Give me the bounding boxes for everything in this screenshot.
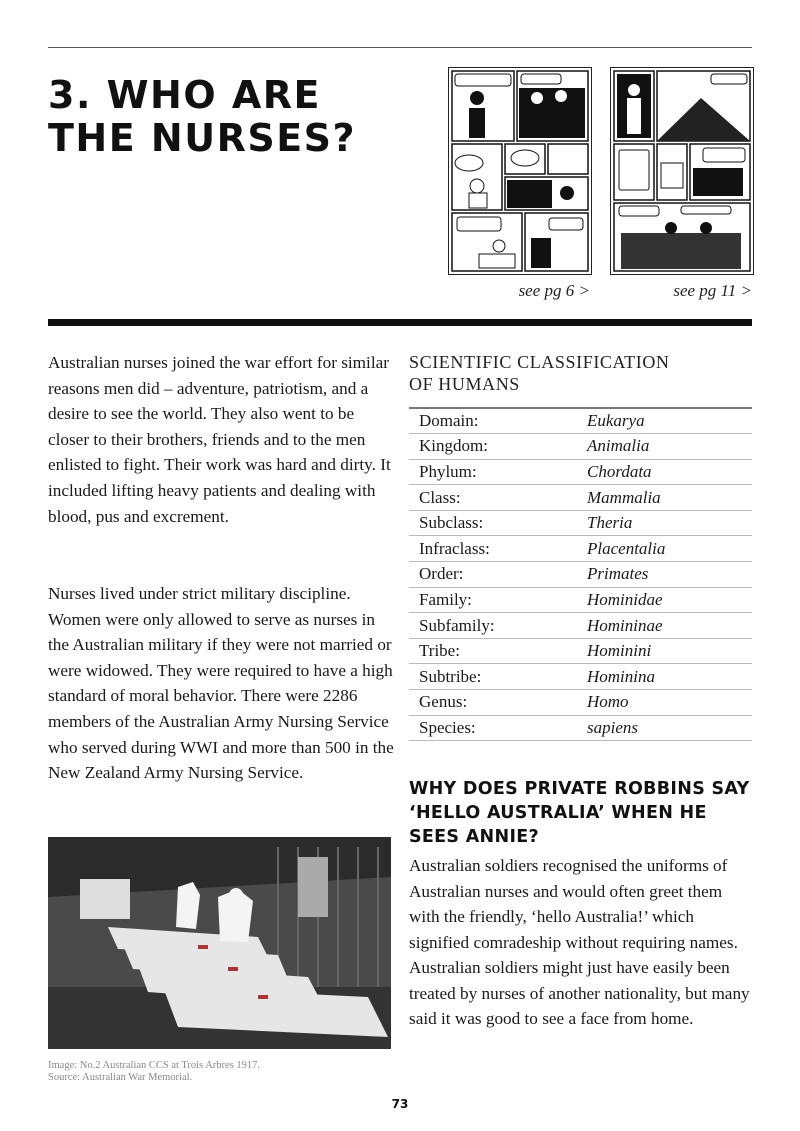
comic-thumbnail-page-11[interactable]	[610, 67, 754, 275]
table-row	[409, 613, 752, 639]
taxon-cell: sapiens	[587, 717, 638, 737]
caption-line: Image: No.2 Australian CCS at Trois Arbres 1917.	[48, 1060, 261, 1071]
top-divider	[48, 47, 752, 48]
caption-line: Source: Australian War Memorial.	[48, 1072, 193, 1083]
table-row	[409, 459, 752, 485]
table-row	[409, 690, 752, 716]
taxon-cell: Theria	[587, 513, 633, 533]
rank-cell: Genus:	[419, 692, 468, 712]
rank-cell: Family:	[419, 589, 472, 609]
rank-cell: Class:	[419, 487, 461, 507]
table-row	[409, 562, 752, 588]
heading-line: OF HUMANS	[409, 374, 520, 394]
rank-cell: Tribe:	[419, 641, 460, 661]
heading-line: SCIENTIFIC CLASSIFICATION	[409, 352, 670, 372]
page-title: 3. WHO ARE THE NURSES?	[48, 73, 357, 160]
table-row	[409, 715, 752, 741]
comic-illustration	[611, 68, 753, 274]
classification-table	[409, 407, 752, 741]
body-paragraph: Nurses lived under strict military discipline. Women were only allowed to serve as nurses in the Australian military if they were not married or were widowed. They were required to have a high standard of moral behavior. There were 2286 members of the Australian Army Nursing Service who served during WWI and more than 500 in the New Zealand Army Nursing Service.	[48, 584, 394, 783]
page-number: 73	[391, 1097, 409, 1111]
comic-illustration	[449, 68, 591, 274]
taxon-cell: Homo	[587, 692, 629, 712]
table-row	[409, 587, 752, 613]
taxon-cell: Mammalia	[587, 487, 661, 507]
table-row	[409, 434, 752, 460]
see-page-link[interactable]: see pg 11 >	[673, 281, 752, 300]
taxon-cell: Hominidae	[587, 589, 663, 609]
table-row	[409, 408, 752, 434]
table-row	[409, 664, 752, 690]
rank-cell: Subfamily:	[419, 615, 495, 635]
taxon-cell: Hominina	[587, 666, 655, 686]
table-row	[409, 485, 752, 511]
question-heading: WHY DOES PRIVATE ROBBINS SAY ‘HELLO AUSTRALIA’ WHEN HE SEES ANNIE?	[409, 779, 750, 847]
rank-cell: Subclass:	[419, 513, 484, 533]
ward-photo-illustration	[48, 837, 391, 1049]
rank-cell: Phylum:	[419, 461, 477, 481]
see-page-link[interactable]: see pg 6 >	[518, 281, 590, 300]
taxon-cell: Primates	[587, 564, 649, 584]
photo-caption	[48, 1060, 391, 1084]
rank-cell: Subtribe:	[419, 666, 482, 686]
table-row	[409, 510, 752, 536]
rank-cell: Infraclass:	[419, 538, 490, 558]
answer-paragraph: Australian soldiers recognised the uniforms of Australian nurses and would often greet them with the friendly, ‘hello Australia!’ which signified comradeship without requiring names. Australian soldiers might just have easily been treated by nurses of another nationality, but many said it was good to see a face from home.	[409, 856, 750, 1028]
rank-cell: Order:	[419, 564, 464, 584]
comic-thumbnail-page-6[interactable]	[448, 67, 592, 275]
classification-heading	[409, 351, 752, 395]
section-divider	[48, 319, 752, 326]
taxon-cell: Eukarya	[587, 411, 645, 431]
taxon-cell: Homininae	[587, 615, 663, 635]
body-paragraph: Australian nurses joined the war effort for similar reasons men did – adventure, patriotism, and a desire to see the world. They also went to be closer to their brothers, friends and to the men enlisted to fight. Their work was hard and dirty. It included lifting heavy patients and dealing with blood, pus and excrement.	[48, 353, 391, 526]
rank-cell: Domain:	[419, 411, 479, 431]
rank-cell: Kingdom:	[419, 436, 488, 456]
taxon-cell: Chordata	[587, 461, 652, 481]
historical-photo	[48, 837, 391, 1049]
taxon-cell: Hominini	[587, 641, 652, 661]
rank-cell: Species:	[419, 717, 476, 737]
table-row	[409, 638, 752, 664]
table-row	[409, 536, 752, 562]
taxon-cell: Placentalia	[587, 538, 666, 558]
taxon-cell: Animalia	[587, 436, 650, 456]
